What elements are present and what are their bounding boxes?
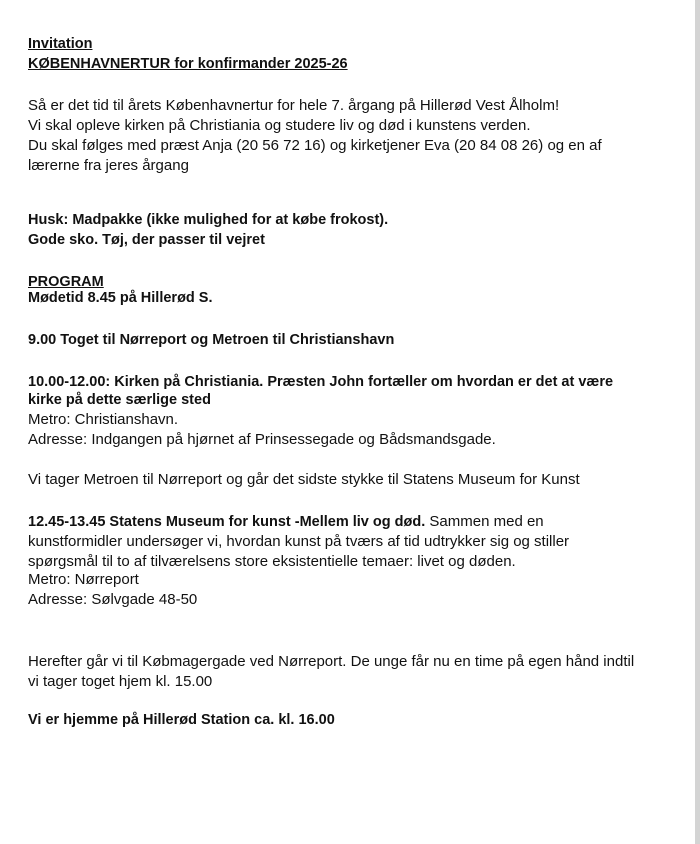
home-time: Vi er hjemme på Hillerød Station ca. kl. 16.00 [28, 712, 335, 728]
church-item: 10.00-12.00: Kirken på Christiania. Præsten John fortæller om hvordan er det at være [28, 374, 614, 390]
museum-address: Adresse: Sølvgade 48-50 [28, 591, 198, 608]
museum-title: 12.45-13.45 Statens Museum for kunst -Mellem liv og død. [28, 514, 426, 530]
invitation-label: Invitation [28, 36, 93, 52]
museum-desc-line: spørgsmål til to af tilværelsens store eksistentielle temaer: livet og døden. [28, 553, 516, 570]
document-title: KØBENHAVNERTUR for konfirmander 2025-26 [28, 56, 348, 72]
museum-metro: Metro: Nørreport [28, 571, 139, 588]
after-line: vi tager toget hjem kl. 15.00 [28, 673, 213, 690]
museum-desc: Sammen med en [425, 513, 544, 530]
intro-line: lærerne fra jeres årgang [28, 157, 189, 174]
program-heading: PROGRAM [28, 274, 104, 290]
page-edge [695, 0, 700, 844]
train-item: 9.00 Toget til Nørreport og Metroen til Christianshavn [28, 332, 395, 348]
intro-line: Så er det tid til årets Københavnertur for hele 7. årgang på Hillerød Vest Ålholm! [28, 97, 560, 114]
church-item-cont: kirke på dette særlige sted [28, 392, 211, 408]
reminder-line: Husk: Madpakke (ikke mulighed for at købe frokost). [28, 212, 389, 228]
transfer-note: Vi tager Metroen til Nørreport og går det sidste stykke til Statens Museum for Kunst [28, 471, 580, 488]
reminder-line: Gode sko. Tøj, der passer til vejret [28, 232, 265, 248]
intro-line: Vi skal opleve kirken på Christiania og studere liv og død i kunstens verden. [28, 117, 531, 134]
intro-line: Du skal følges med præst Anja (20 56 72 16) og kirketjener Eva (20 84 08 26) og en af [28, 137, 602, 154]
meeting-time: Mødetid 8.45 på Hillerød S. [28, 290, 213, 306]
church-metro: Metro: Christianshavn. [28, 411, 179, 428]
after-line: Herefter går vi til Købmagergade ved Nørreport. De unge får nu en time på egen hånd indtil [28, 653, 635, 670]
church-address: Adresse: Indgangen på hjørnet af Prinsessegade og Bådsmandsgade. [28, 431, 496, 448]
museum-desc-line: kunstformidler undersøger vi, hvordan kunst på tværs af tid udtrykker sig og stiller [28, 533, 570, 550]
museum-item [28, 513, 544, 531]
